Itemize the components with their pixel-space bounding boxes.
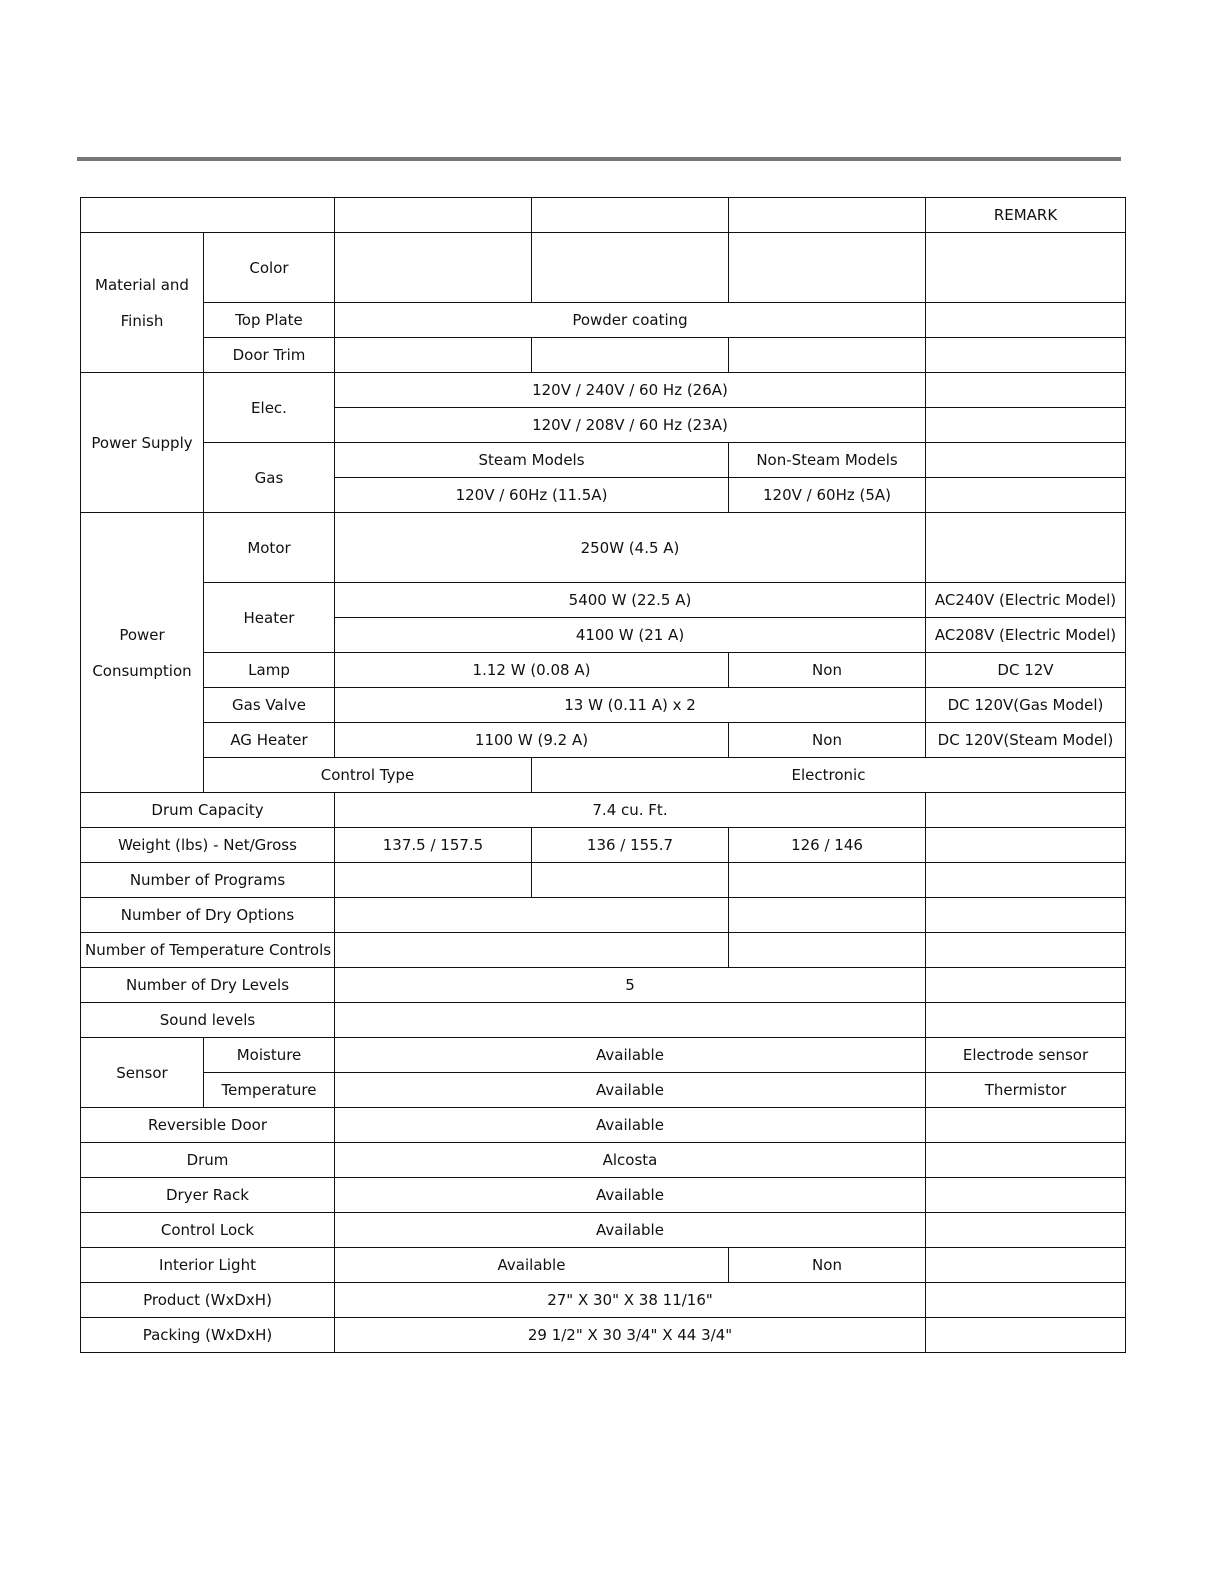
elec-remark-1: [926, 373, 1126, 408]
dryer-rack-label: Dryer Rack: [81, 1178, 335, 1213]
number-of-dry-options-value-1: [335, 898, 729, 933]
gas-steam-value: 120V / 60Hz (11.5A): [335, 478, 729, 513]
interior-light-remark: [926, 1248, 1126, 1283]
temperature-label: Temperature: [204, 1073, 335, 1108]
dryer-rack-remark: [926, 1178, 1126, 1213]
weight-row: [81, 828, 1126, 863]
elec-row-1: [81, 373, 1126, 408]
control-lock-label: Control Lock: [81, 1213, 335, 1248]
control-type-row: [81, 758, 1126, 793]
product-dims-label: Product (WxDxH): [81, 1283, 335, 1318]
heater-value-2: 4100 W (21 A): [335, 618, 926, 653]
temperature-value: Available: [335, 1073, 926, 1108]
lamp-value: 1.12 W (0.08 A): [335, 653, 729, 688]
power-supply-group-label: Power Supply: [81, 373, 204, 513]
drum-capacity-row: [81, 793, 1126, 828]
sensor-group-label: Sensor: [81, 1038, 204, 1108]
elec-label: Elec.: [204, 373, 335, 443]
weight-remark: [926, 828, 1126, 863]
remark-header: REMARK: [926, 198, 1126, 233]
color-row: [81, 233, 1126, 303]
sound-levels-label: Sound levels: [81, 1003, 335, 1038]
drum-label: Drum: [81, 1143, 335, 1178]
gas-values-remark: [926, 478, 1126, 513]
motor-row: [81, 513, 1126, 583]
model-1-header: [335, 198, 532, 233]
color-value-3: [729, 233, 926, 303]
control-lock-value: Available: [335, 1213, 926, 1248]
heater-row-1: [81, 583, 1126, 618]
number-of-temperature-controls-value-1: [335, 933, 729, 968]
number-of-dry-levels-remark: [926, 968, 1126, 1003]
reversible-door-remark: [926, 1108, 1126, 1143]
door-trim-value-2: [532, 338, 729, 373]
number-of-temperature-controls-value-2: [729, 933, 926, 968]
drum-capacity-label: Drum Capacity: [81, 793, 335, 828]
gas-models-remark: [926, 443, 1126, 478]
lamp-non: Non: [729, 653, 926, 688]
packing-dims-label: Packing (WxDxH): [81, 1318, 335, 1353]
moisture-row: [81, 1038, 1126, 1073]
control-type-label: Control Type: [204, 758, 532, 793]
power-consumption-group-label: Power Consumption: [81, 513, 204, 793]
moisture-remark: Electrode sensor: [926, 1038, 1126, 1073]
color-value-1: [335, 233, 532, 303]
drum-row: [81, 1143, 1126, 1178]
product-dims-row: [81, 1283, 1126, 1318]
model-3-header: [729, 198, 926, 233]
header-row: [81, 198, 1126, 233]
reversible-door-value: Available: [335, 1108, 926, 1143]
heater-remark-1: AC240V (Electric Model): [926, 583, 1126, 618]
control-lock-remark: [926, 1213, 1126, 1248]
interior-light-value: Available: [335, 1248, 729, 1283]
heater-value-1: 5400 W (22.5 A): [335, 583, 926, 618]
packing-dims-remark: [926, 1318, 1126, 1353]
sound-levels-value: [335, 1003, 926, 1038]
weight-label: Weight (lbs) - Net/Gross: [81, 828, 335, 863]
interior-light-label: Interior Light: [81, 1248, 335, 1283]
interior-light-non: Non: [729, 1248, 926, 1283]
top-plate-value: Powder coating: [335, 303, 926, 338]
lamp-remark: DC 12V: [926, 653, 1126, 688]
gas-valve-remark: DC 120V(Gas Model): [926, 688, 1126, 723]
packing-dims-row: [81, 1318, 1126, 1353]
gas-valve-label: Gas Valve: [204, 688, 335, 723]
motor-remark: [926, 513, 1126, 583]
non-steam-models-label: Non-Steam Models: [729, 443, 926, 478]
top-rule: [77, 157, 1121, 161]
control-lock-row: [81, 1213, 1126, 1248]
number-of-dry-levels-row: [81, 968, 1126, 1003]
heater-remark-2: AC208V (Electric Model): [926, 618, 1126, 653]
ag-heater-remark: DC 120V(Steam Model): [926, 723, 1126, 758]
reversible-door-label: Reversible Door: [81, 1108, 335, 1143]
door-trim-row: [81, 338, 1126, 373]
moisture-value: Available: [335, 1038, 926, 1073]
door-trim-value-1: [335, 338, 532, 373]
door-trim-remark: [926, 338, 1126, 373]
ag-heater-value: 1100 W (9.2 A): [335, 723, 729, 758]
drum-capacity-remark: [926, 793, 1126, 828]
number-of-programs-remark: [926, 863, 1126, 898]
weight-value-2: 136 / 155.7: [532, 828, 729, 863]
elec-value-1: 120V / 240V / 60 Hz (26A): [335, 373, 926, 408]
top-plate-remark: [926, 303, 1126, 338]
number-of-dry-options-value-2: [729, 898, 926, 933]
ag-heater-row: [81, 723, 1126, 758]
lamp-row: [81, 653, 1126, 688]
product-dims-remark: [926, 1283, 1126, 1318]
number-of-dry-options-remark: [926, 898, 1126, 933]
color-remark: [926, 233, 1126, 303]
material-finish-group-label: Material and Finish: [81, 233, 204, 373]
heater-label: Heater: [204, 583, 335, 653]
temperature-row: [81, 1073, 1126, 1108]
ag-heater-label: AG Heater: [204, 723, 335, 758]
number-of-programs-label: Number of Programs: [81, 863, 335, 898]
sound-levels-row: [81, 1003, 1126, 1038]
spec-table: [80, 197, 1126, 1353]
header-blank-cell: [81, 198, 335, 233]
motor-label: Motor: [204, 513, 335, 583]
top-plate-label: Top Plate: [204, 303, 335, 338]
elec-remark-2: [926, 408, 1126, 443]
color-value-2: [532, 233, 729, 303]
gas-models-row: [81, 443, 1126, 478]
control-type-value: Electronic: [532, 758, 1126, 793]
gas-non-steam-value: 120V / 60Hz (5A): [729, 478, 926, 513]
number-of-dry-levels-value: 5: [335, 968, 926, 1003]
temperature-remark: Thermistor: [926, 1073, 1126, 1108]
number-of-programs-value-3: [729, 863, 926, 898]
motor-value: 250W (4.5 A): [335, 513, 926, 583]
number-of-programs-value-1: [335, 863, 532, 898]
number-of-dry-levels-label: Number of Dry Levels: [81, 968, 335, 1003]
product-dims-value: 27" X 30" X 38 11/16": [335, 1283, 926, 1318]
color-label: Color: [204, 233, 335, 303]
dryer-rack-value: Available: [335, 1178, 926, 1213]
drum-capacity-value: 7.4 cu. Ft.: [335, 793, 926, 828]
gas-valve-value: 13 W (0.11 A) x 2: [335, 688, 926, 723]
number-of-programs-row: [81, 863, 1126, 898]
number-of-programs-value-2: [532, 863, 729, 898]
number-of-temperature-controls-label: Number of Temperature Controls: [81, 933, 335, 968]
number-of-temperature-controls-remark: [926, 933, 1126, 968]
steam-models-label: Steam Models: [335, 443, 729, 478]
door-trim-value-3: [729, 338, 926, 373]
reversible-door-row: [81, 1108, 1126, 1143]
dryer-rack-row: [81, 1178, 1126, 1213]
gas-valve-row: [81, 688, 1126, 723]
gas-label: Gas: [204, 443, 335, 513]
packing-dims-value: 29 1/2" X 30 3/4" X 44 3/4": [335, 1318, 926, 1353]
weight-value-3: 126 / 146: [729, 828, 926, 863]
sound-levels-remark: [926, 1003, 1126, 1038]
model-2-header: [532, 198, 729, 233]
top-plate-row: [81, 303, 1126, 338]
elec-value-2: 120V / 208V / 60 Hz (23A): [335, 408, 926, 443]
door-trim-label: Door Trim: [204, 338, 335, 373]
ag-heater-non: Non: [729, 723, 926, 758]
drum-remark: [926, 1143, 1126, 1178]
number-of-dry-options-label: Number of Dry Options: [81, 898, 335, 933]
moisture-label: Moisture: [204, 1038, 335, 1073]
number-of-dry-options-row: [81, 898, 1126, 933]
lamp-label: Lamp: [204, 653, 335, 688]
number-of-temperature-controls-row: [81, 933, 1126, 968]
drum-value: Alcosta: [335, 1143, 926, 1178]
interior-light-row: [81, 1248, 1126, 1283]
weight-value-1: 137.5 / 157.5: [335, 828, 532, 863]
